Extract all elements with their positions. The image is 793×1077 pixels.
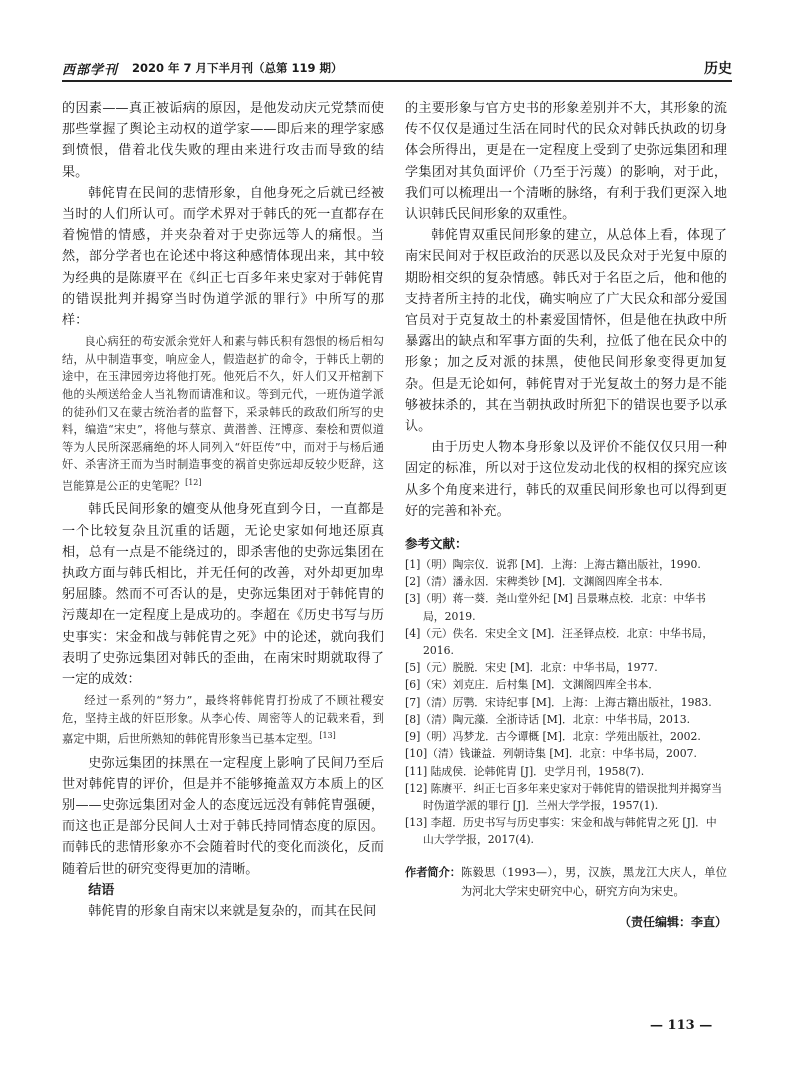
editor-note: （责任编辑：李直） xyxy=(618,914,727,929)
paragraph: 韩氏民间形象的嬗变从他身死直到今日，一直都是一个比较复杂且沉重的话题，无论史家如何地还原真相，总有一点是不能绕过的，即杀害他的史弥远集团在执政方面与韩氏相比，并无任何的改善，对外却更加卑躬屈膝。然而不可否认的是，史弥远集团对于韩侂胄的污蔑却在一定程度上是成功的。李超在《历史书写与历史事实：宋金和战与韩侂胄之死》中的论述，就向我们表明了史弥远集团对韩氏的歪曲，在南宋时期就取得了一定的成效： xyxy=(62,502,384,687)
paragraph: 韩侂胄双重民间形象的建立，从总体上看，体现了南宋民间对于权臣政治的厌恶以及民众对于光复中原的期盼相交织的复杂情感。韩氏对于名臣之后，他和他的支持者所主持的北伐，确实响应了广大民众和部分爱国官员对于克复故土的朴素爱国情怀，但是他在执政中所暴露出的缺点和军事方面的失利，拉低了他在民众中的形象；加之反对派的抹黑，使他民间形象变得更加复杂。但是无论如何，韩侂胄对于光复故土的努力是不能够被抹杀的，其在当朝执政时所犯下的错误也要予以承认。 xyxy=(405,228,727,435)
references-heading: 参考文献： xyxy=(405,536,468,552)
reference-item: [3]（明）蒋一葵．尧山堂外纪 [M] 吕景琳点校．北京：中华书局，2019. xyxy=(405,592,706,623)
reference-item: [9]（明）冯梦龙．古今谭概 [M]．北京：学苑出版社，2002. xyxy=(405,730,701,744)
conclusion-heading: 结语 xyxy=(88,882,115,898)
citation-mark: [12] xyxy=(185,477,202,487)
quote-text: 良心病狂的苟安派余党奸人和素与韩氏积有怨恨的杨后相勾结，从中制造事变，响应金人，假造赵扩的命令，于韩氏上朝的途中，在玉津园旁边将他打死。他死后不久，奸人们又开棺割下他的头颅送给金人当礼物而请准和议。等到元代，一班伪道学派的徒孙们又在蒙古统治者的监督下，采录韩氏的政敌们所写的史料，编造“宋史”，将他与蔡京、黄潜善、汪博彦、秦桧和贾似道等为人民所深恶痛绝的坏人同列入“奸臣传”中，而对于与杨后通奸、杀害济王而为当时制造事变的祸首史弥远却反较少贬辞，这岂能算是公正的史笔呢？ xyxy=(62,335,384,493)
paragraph: 韩侂胄的形象自南宋以来就是复杂的，而其在民间 xyxy=(88,903,377,919)
issue-info: 2020 年 7 月下半月刊（总第 119 期） xyxy=(132,61,343,75)
quote-text: 经过一系列的“努力”，最终将韩侂胄打扮成了不顾社稷安危，坚持主战的奸臣形象。从李心传、周密等人的记载来看，到嘉定中期，后世所熟知的韩侂胄形象当已基本定型。 xyxy=(62,694,384,747)
reference-item: [5]（元）脱脱．宋史 [M]．北京：中华书局，1977. xyxy=(405,661,658,675)
author-text: 陈毅思（1993—），男，汉族，黑龙江大庆人，单位为河北大学宋史研究中心，研究方向为宋史。 xyxy=(460,865,727,898)
reference-item: [8]（清）陶元藻．全浙诗话 [M]．北京：中华书局，2013. xyxy=(405,712,691,726)
reference-list xyxy=(405,556,727,848)
paragraph: 由于历史人物本身形象以及评价不能仅仅只用一种固定的标准，所以对于这位发动北伐的权相的探究应该从多个角度来进行，韩氏的双重民间形象也可以得到更好的完善和补充。 xyxy=(405,440,727,519)
journal-logo: 西部学刊 xyxy=(62,63,119,78)
paragraph: 史弥远集团的抹黑在一定程度上影响了民间乃至后世对韩侂胄的评价，但是并不能够掩盖双方本质上的区别——史弥远集团对金人的态度远远没有韩侂胄强硬，而这也正是部分民间人士对于韩氏持同情态度的原因。而韩氏的悲情形象亦不会随着时代的变化而淡化，反而随着后世的研究变得更加的清晰。 xyxy=(62,755,384,877)
paragraph: 韩侂胄在民间的悲情形象，自他身死之后就已经被当时的人们所认可。而学术界对于韩氏的死一直都存在着惋惜的情感，并夹杂着对于史弥远等人的痛恨。当然，部分学者也在论述中将这种感情体现出来，其中较为经典的是陈赓平在《纠正七百多年来史家对于韩侂胄的错误批判并揭穿当时伪道学派的罪行》中所写的那样： xyxy=(62,185,384,329)
page-number: — 113 — xyxy=(650,1018,713,1033)
author-label: 作者简介： xyxy=(405,865,461,879)
paragraph: 的主要形象与官方史书的形象差别并不大，其形象的流传不仅仅是通过生活在同时代的民众对韩氏执政的切身体会所得出，更是在一定程度上受到了史弥远集团和理学集团对其负面评价（乃至于污蔑）的影响，对于此，我们可以梳理出一个清晰的脉络，有利于我们更深入地认识韩氏民间形象的双重性。 xyxy=(405,101,727,223)
citation-mark: [13] xyxy=(319,731,336,741)
block-quote xyxy=(62,692,384,749)
reference-item: [2]（清）潘永因．宋稗类钞 [M]．文渊阁四库全书本． xyxy=(405,575,670,589)
left-column xyxy=(62,98,384,922)
reference-item: [10]（清）钱谦益．列朝诗集 [M]．北京：中华书局，2007. xyxy=(405,747,697,761)
reference-item: [4]（元）佚名．宋史全文 [M]．汪圣铎点校．北京：中华书局，2016. xyxy=(405,626,714,658)
block-quote xyxy=(62,333,384,495)
reference-item: [12] 陈赓平．纠正七百多年来史家对于韩侂胄的错误批判并揭穿当时伪道学派的罪行 [J]．兰州大学学报，1957(1). xyxy=(405,781,723,812)
reference-item: [6]（宋）刘克庄．后村集 [M]．文渊阁四库全书本． xyxy=(405,678,660,692)
reference-item: [11] 陆成侯．论韩侂胄 [J]．史学月刊，1958(7). xyxy=(405,764,645,778)
paragraph: 的因素——真正被诟病的原因，是他发动庆元党禁而使那些掌握了舆论主动权的道学家——即后来的理学家感到愤恨，借着北伐失败的理由来进行攻击而导致的结果。 xyxy=(62,101,384,180)
reference-item: [13] 李超．历史书写与历史事实：宋金和战与韩侂胄之死 [J]．中山大学学报，2017(4). xyxy=(405,816,717,847)
right-column xyxy=(405,98,727,930)
reference-item: [1]（明）陶宗仪．说郛 [M]．上海：上海古籍出版社，1990. xyxy=(405,558,701,572)
page-header xyxy=(62,56,732,80)
header-rule xyxy=(62,80,732,82)
author-bio xyxy=(405,863,727,901)
section-title: 历史 xyxy=(704,61,732,77)
reference-item: [7]（清）厉鹗．宋诗纪事 [M]．上海：上海古籍出版社，1983. xyxy=(405,695,712,709)
